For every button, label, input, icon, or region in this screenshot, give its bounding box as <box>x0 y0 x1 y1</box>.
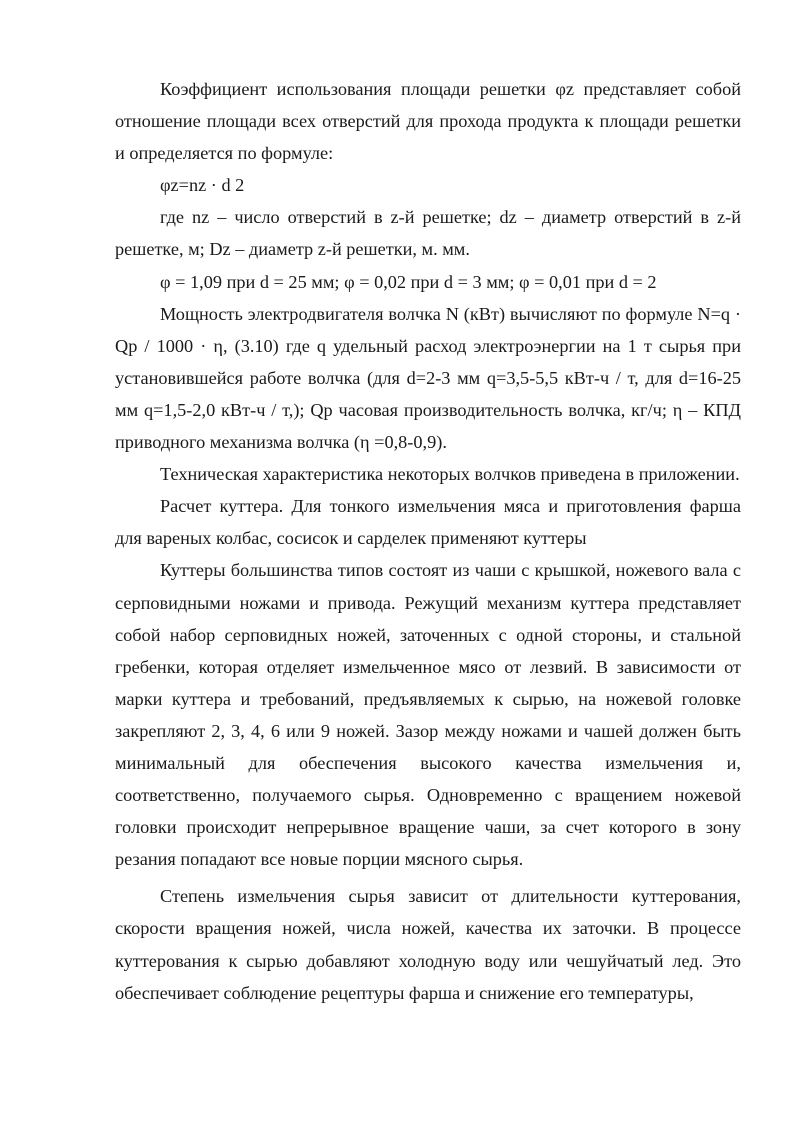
paragraph-motor-power: Мощность электродвигателя волчка N (кВт) вычисляют по формуле N=q · Qр / 1000 · η, (3.10) где q удельный расход электроэнергии на 1 т сырья при установившейся работе волчка (для d=2-3 мм q=3,5-5,5 кВт-ч / т, для d=16-25 мм q=1,5-2,0 кВт-ч / т,); Qр часовая производительность волчка, кг/ч; η – КПД приводного механизма волчка (η =0,8-0,9). <box>115 303 741 453</box>
paragraph-cutter-design: Куттеры большинства типов состоят из чаши с крышкой, ножевого вала с серповидными ножами и привода. Режущий механизм куттера представляет собой набор серповидных ножей, заточенных с одной стороны, и стальной гребенки, которая отделяет измельченное мясо от лезвий. В зависимости от марки куттера и требований, предъявляемых к сырью, на ножевой головке закрепляют 2, 3, 4, 6 или 9 ножей. Зазор между ножами и чашей должен быть минимальный для обеспечения высокого качества измельчения и, соответственно, получаемого сырья. Одновременно с вращением ножевой головки происходит непрерывное вращение чаши, за счет которого в зону резания попадают все новые порции мясного сырья. <box>115 560 741 870</box>
paragraph-grid-coefficient: Коэффициент использования площади решетки φz представляет собой отношение площади всех отверстий для прохода продукта к площади решетки и определяется по формуле: <box>115 79 741 164</box>
paragraph-formula-legend: где nz – число отверстий в z-й решетке; dz – диаметр отверстий в z-й решетке, м; Dz – диаметр z-й решетки, м. мм. <box>115 207 741 260</box>
document-body <box>115 73 741 1009</box>
paragraph-coefficient-values: φ = 1,09 при d = 25 мм; φ = 0,02 при d = 3 мм; φ = 0,01 при d = 2 <box>160 271 657 292</box>
paragraph-grinding-degree: Степень измельчения сырья зависит от длительности куттерования, скорости вращения ножей, числа ножей, качества их заточки. В процессе куттерования к сырью добавляют холодную воду или чешуйчатый лед. Это обеспечивает соблюдение рецептуры фарша и снижение его температуры, <box>115 886 741 1003</box>
paragraph-cutter-calculation: Расчет куттера. Для тонкого измельчения мяса и приготовления фарша для вареных колбас, сосисок и сарделек применяют куттеры <box>115 496 741 549</box>
formula-grid-coefficient: φz=nz · d 2 <box>160 175 245 196</box>
paragraph-technical-characteristics: Техническая характеристика некоторых волчков приведена в приложении. <box>160 464 740 485</box>
